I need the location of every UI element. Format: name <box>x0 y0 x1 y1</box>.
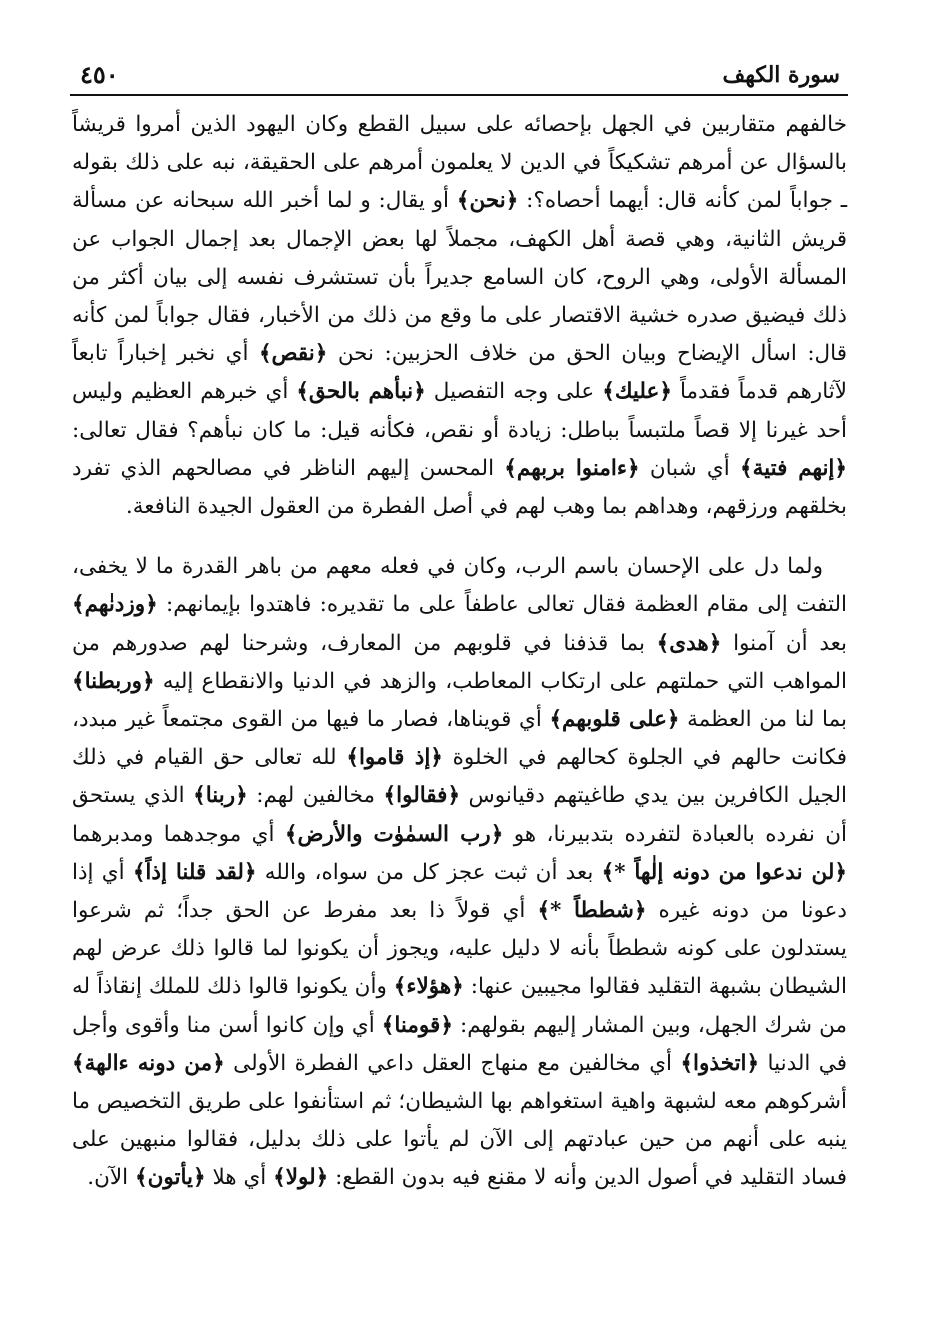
quran-quote: ﴿نحن﴾ <box>456 188 519 214</box>
body-text <box>72 106 847 1198</box>
surah-title: سورة الكهف <box>722 62 840 88</box>
commentary-text: أي قويناها، فصار ما فيها من القوى مجتمعاً غير مبدد، فكانت حالهم في الجلوة كحالهم في الخلوة <box>72 707 847 771</box>
commentary-text: بما لنا من العظمة <box>679 707 847 733</box>
commentary-text: أو يقال: و لما أخبر الله سبحانه عن مسألة قريش الثانية، وهي قصة أهل الكهف، مجملاً لها بعض الإجمال بعد إجمال الجواب عن المسألة الأولى، وهي الروح، كان السامع جديراً بأن تستشرف نفسه إلى بيان أكثر من ذلك فيضيق صدره خشية الاقتصار على ما وقع من ذلك من الأخبار، فقال جواباً لمن كأنه قال: اسأل الإيضاح وبيان الحق من خلاف الحزبين: نحن <box>72 188 848 367</box>
quran-quote: ﴿قومنا﴾ <box>381 1012 453 1038</box>
quran-quote: ﴿وزدنٰهم﴾ <box>72 592 158 618</box>
commentary-text: المحسن إليهم الناظر في مصالحهم الذي تفرد بخلقهم ورزقهم، وهداهم بما وهب لهم في أصل الفطرة من العقول الجيدة النافعة. <box>72 455 847 520</box>
quran-quote: ﴿نبأهم بالحق﴾ <box>296 379 426 405</box>
quran-quote: ﴿إنهم فتية﴾ <box>739 455 848 481</box>
commentary-text: مخالفين لهم: <box>247 783 384 809</box>
quran-quote: ﴿يأتون﴾ <box>135 1165 206 1191</box>
commentary-text: بعد أن آمنوا <box>721 630 847 656</box>
quran-quote: ﴿ءامنوا بربهم﴾ <box>504 455 640 481</box>
commentary-text: أي وإن كانوا أسن منا وأقوى وأجل في الدنيا <box>72 1012 848 1076</box>
commentary-text: أي خبرهم العظيم وليس أحد غيرنا إلا قصاً ملتبساً بباطل: زيادة أو نقص، فكأنه قيل: ما كان نبأهم؟ فقال تعالى: <box>72 379 847 443</box>
quran-quote: ﴿من دونه ءالهة﴾ <box>72 1050 225 1076</box>
commentary-text: أي نخبر إخباراً تابعاً لآثارهم قدماً فقدماً <box>72 341 847 405</box>
commentary-text: بما قذفنا في قلوبهم من المعارف، وشرحنا لهم صدورهم من المواهب التي حملتهم على ارتكاب المعاطب، والزهد في الدنيا والانقطاع إليه <box>72 630 847 694</box>
quran-quote: ﴿إذ قاموا﴾ <box>346 745 443 771</box>
commentary-text: خالفهم متقاربين في الجهل بإحصائه على سبيل القطع وكان اليهود الذين أمروا قريشاً بالسؤال عن أمرهم تشكيكاً في الدين لا يعلمون أمرهم على الحقيقة، نبه على ذلك بقوله ـ جواباً لمن كأنه قال: أيهما أحصاه؟: <box>72 112 847 214</box>
quran-quote: ﴿ربنا﴾ <box>193 783 248 809</box>
quran-quote: ﴿على قلوبهم﴾ <box>549 707 680 733</box>
quran-quote: ﴿نقص﴾ <box>258 341 328 367</box>
page-header <box>70 58 848 96</box>
paragraph-2 <box>72 548 847 1197</box>
quran-quote: ﴿لولا﴾ <box>273 1165 329 1191</box>
quran-quote: ﴿اتخذوا﴾ <box>680 1050 760 1076</box>
commentary-text: أي إذا دعونا من دونه غيره <box>72 859 848 924</box>
commentary-text: أي هلا <box>205 1165 274 1191</box>
quran-quote: ﴿رب السمٰوٰت والأرض﴾ <box>284 821 504 847</box>
commentary-text: الذي يستحق أن نفرده بالعبادة لتفرده بتدبيرنا، هو <box>72 783 848 847</box>
commentary-text: أشركوهم معه لشبهة واهية استغواهم بها الشيطان؛ ثم استأنفوا على طريق التخصيص ما ينبه على أنهم من حين عبادتهم إلى الآن لم يأتوا على ذلك بدليل، فقالوا منبهين على فساد التقليد في أصول الدين وأنه لا مقنع فيه بدون القطع: <box>72 1089 847 1191</box>
commentary-text: لله تعالى حق القيام في ذلك الجيل الكافرين بين يدي طاغيتهم دقيانوس <box>72 745 847 809</box>
commentary-text: الآن. <box>87 1165 135 1191</box>
commentary-text: أي مخالفين مع منهاج العقل داعي الفطرة الأولى <box>224 1050 681 1076</box>
quran-quote: ﴿لقد قلنا إذاً﴾ <box>132 859 257 885</box>
page-number: ٤٥٠ <box>80 60 119 89</box>
quran-quote: ﴿شططاً *﴾ <box>537 898 647 924</box>
quran-quote: ﴿فقالوا﴾ <box>383 783 461 809</box>
commentary-text: بعد أن ثبت عجز كل من سواه، والله <box>256 859 602 885</box>
commentary-text: ولما دل على الإحسان باسم الرب، وكان في فعله معهم من باهر القدرة ما لا يخفى، التفت إلى مقام العظمة فقال تعالى عاطفاً على ما تقديره: فاهتدوا بإيمانهم: <box>72 554 847 618</box>
quran-quote: ﴿عليك﴾ <box>602 379 672 405</box>
commentary-text: أي موجدهما ومدبرهما <box>72 821 285 847</box>
quran-quote: ﴿هدى﴾ <box>656 630 722 656</box>
commentary-text: أي قولاً ذا بعد مفرط عن الحق جداً؛ ثم شرعوا يستدلون على كونه شططاً بأنه لا دليل عليه، ويجوز أن يكونوا لما قالوا ذلك عرض لهم الشيطان بشبهة التقليد فقالوا مجيبين عنها: <box>72 898 848 1000</box>
commentary-text: أي شبان <box>639 455 740 481</box>
commentary-text: وأن يكونوا قالوا ذلك للملك إنقاذاً له من شرك الجهل، وبين المشار إليهم بقولهم: <box>72 974 848 1038</box>
paragraph-1 <box>72 106 847 526</box>
quran-quote: ﴿لن ندعوا من دونه إلٰهاً *﴾ <box>601 859 847 885</box>
commentary-text: على وجه التفصيل <box>425 379 603 405</box>
quran-quote: ﴿هؤلاء﴾ <box>393 974 464 1000</box>
quran-quote: ﴿وربطنا﴾ <box>72 668 155 694</box>
